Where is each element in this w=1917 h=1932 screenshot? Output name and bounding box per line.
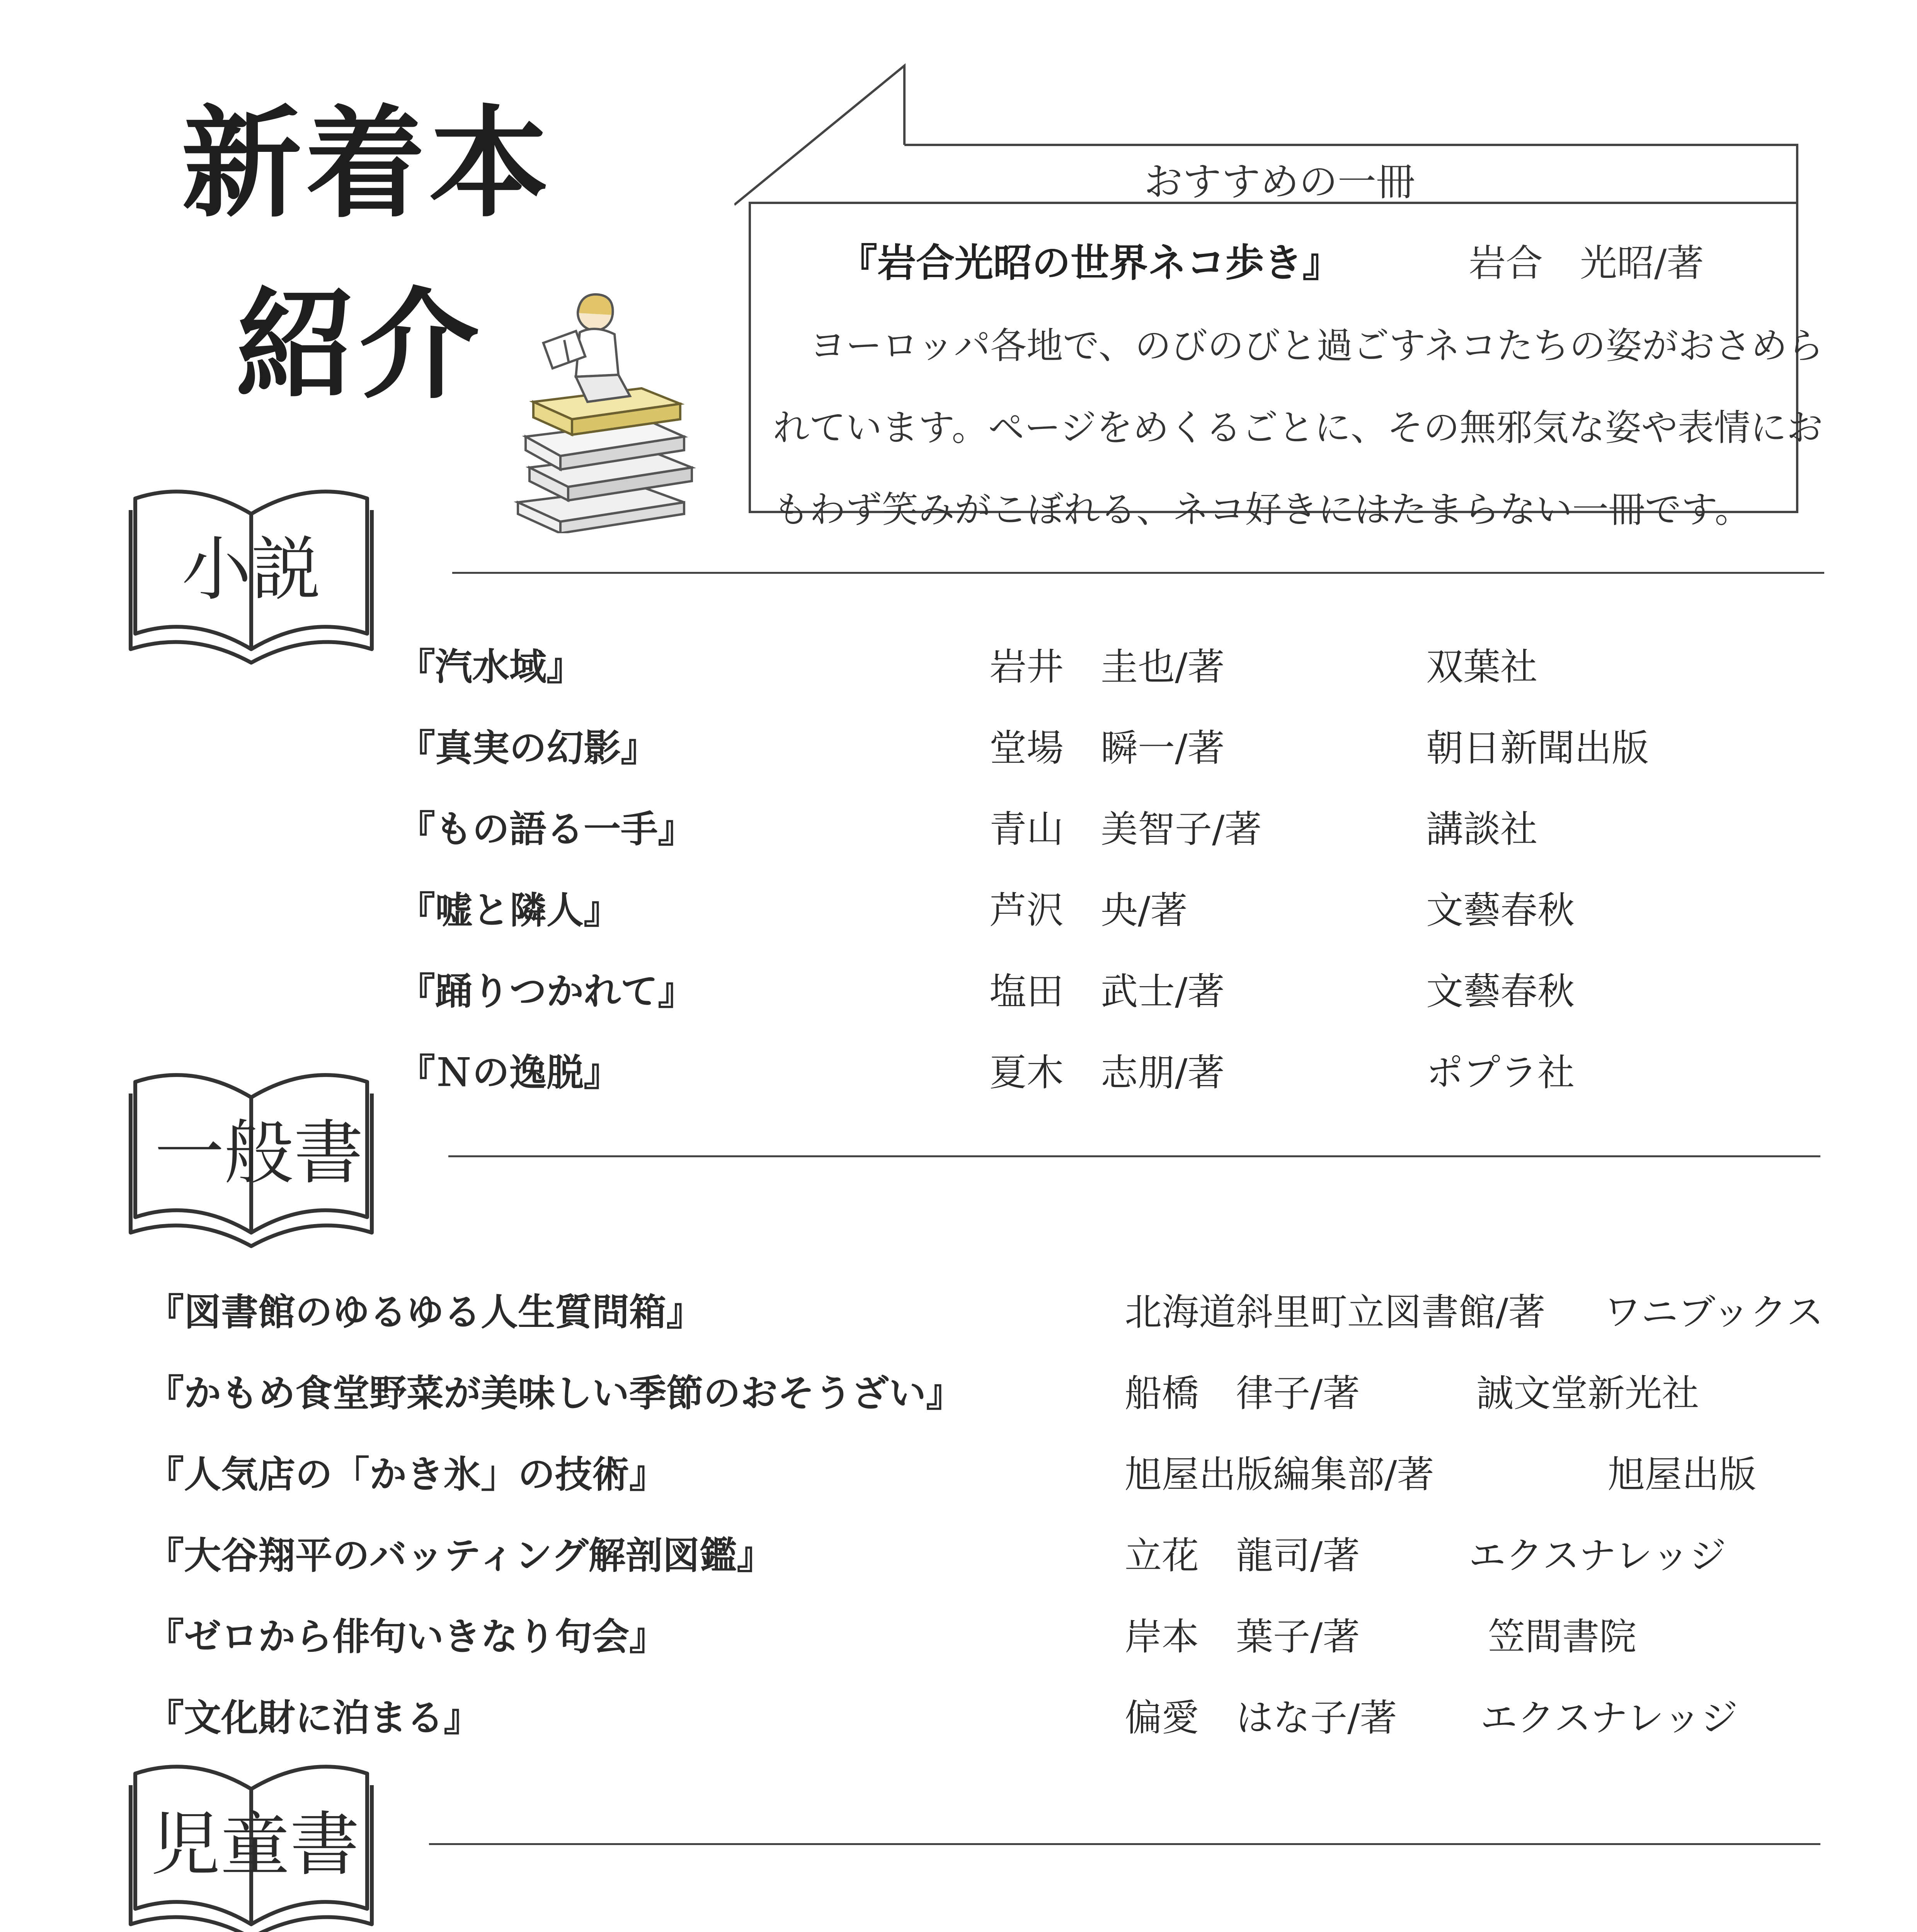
- book-publisher: 朝日新聞出版: [1426, 726, 1649, 770]
- book-publisher: 旭屋出版: [1608, 1453, 1756, 1496]
- book-publisher: 講談社: [1426, 808, 1537, 851]
- book-author: 青山 美智子/著: [989, 808, 1262, 851]
- recommend-book-author: 岩合 光昭/著: [1469, 242, 1704, 285]
- book-publisher: 笠間書院: [1488, 1615, 1636, 1658]
- book-publisher: エクスナレッジ: [1480, 1696, 1738, 1740]
- section-rule: [452, 572, 1824, 574]
- section-rule: [448, 1155, 1820, 1157]
- book-author: 偏愛 はな子/著: [1125, 1696, 1397, 1740]
- book-publisher: 誠文堂新光社: [1476, 1372, 1699, 1415]
- book-author: 船橋 律子/著: [1125, 1372, 1360, 1415]
- book-title: 『嘘と隣人』: [398, 889, 621, 932]
- book-publisher: 文藝春秋: [1426, 889, 1575, 932]
- book-title: 『文化財に泊まる』: [147, 1696, 481, 1740]
- section-label-children: 児童書: [151, 1804, 360, 1885]
- book-title: 『ゼロから俳句いきなり句会』: [147, 1615, 666, 1658]
- book-author: 堂場 瞬一/著: [989, 726, 1225, 770]
- book-author: 旭屋出版編集部/著: [1125, 1453, 1434, 1496]
- book-publisher: エクスナレッジ: [1469, 1534, 1726, 1577]
- book-publisher: 文藝春秋: [1426, 970, 1575, 1013]
- book-title: 『汽水域』: [398, 645, 584, 689]
- page-title-line2: 紹介: [236, 276, 483, 415]
- recommend-heading: おすすめの一冊: [1144, 159, 1415, 204]
- book-author: 立花 龍司/著: [1125, 1534, 1360, 1577]
- page-title-line1: 新着本: [182, 94, 553, 234]
- section-label-general: 一般書: [155, 1113, 364, 1194]
- book-author: 岸本 葉子/著: [1125, 1615, 1360, 1658]
- book-author: 塩田 武士/著: [989, 970, 1225, 1013]
- book-publisher: 双葉社: [1426, 645, 1537, 689]
- book-title: 『人気店の「かき氷」の技術』: [147, 1453, 666, 1496]
- book-title: 『もの語る一手』: [398, 808, 695, 851]
- recommend-description-line: ヨーロッパ各地で、のびのびと過ごすネコたちの姿がおさめら: [773, 325, 1824, 367]
- book-author: 北海道斜里町立図書館/著: [1125, 1291, 1546, 1334]
- book-publisher: ワニブックス: [1604, 1291, 1824, 1334]
- book-title: 『踊りつかれて』: [398, 970, 695, 1013]
- section-rule: [429, 1843, 1820, 1845]
- book-title: 『図書館のゆるゆる人生質問箱』: [147, 1291, 703, 1334]
- recommend-book-title: 『岩合光昭の世界ネコ歩き』: [839, 240, 1341, 286]
- book-title: 『真実の幻影』: [398, 726, 658, 770]
- book-title: 『かもめ食堂野菜が美味しい季節のおそうざい』: [147, 1372, 963, 1415]
- book-author: 夏木 志朋/著: [989, 1051, 1225, 1094]
- reading-person-illustration: [502, 286, 719, 533]
- book-author: 岩井 圭也/著: [989, 645, 1225, 689]
- book-title: 『Ｎの逸脱』: [398, 1051, 621, 1094]
- book-publisher: ポプラ社: [1426, 1051, 1575, 1094]
- recommend-description: [773, 305, 1824, 551]
- book-author: 芦沢 央/著: [989, 889, 1188, 932]
- recommend-description-line: れています。ページをめくるごとに、その無邪気な姿や表情にお: [773, 407, 1823, 449]
- section-label-novel: 小説: [182, 529, 321, 610]
- recommend-description-line: もわず笑みがこぼれる、ネコ好きにはたまらない一冊です。: [773, 489, 1751, 531]
- book-title: 『大谷翔平のバッティング解剖図鑑』: [147, 1534, 774, 1577]
